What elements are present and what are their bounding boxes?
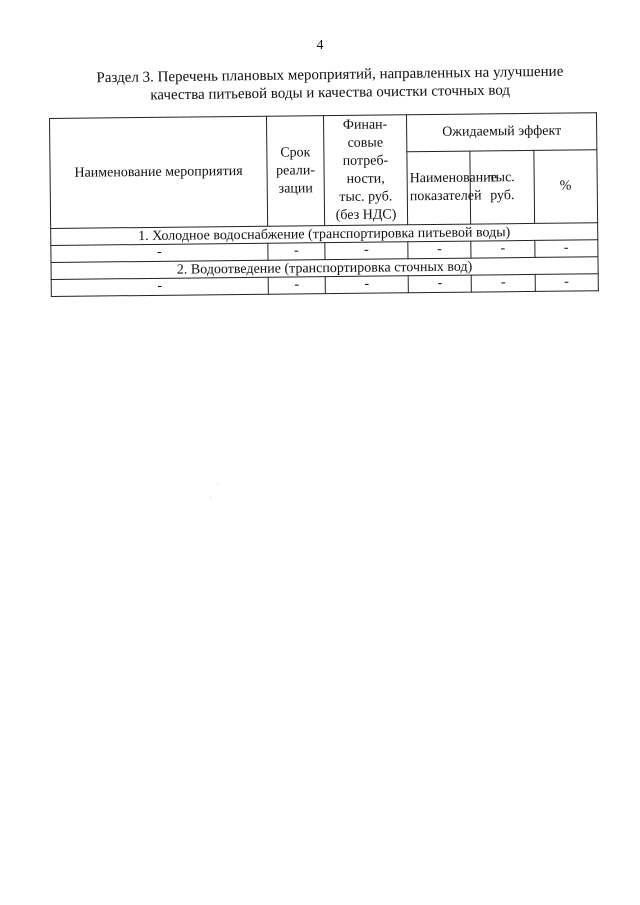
cell-name: - bbox=[51, 243, 268, 262]
scan-speck bbox=[210, 497, 211, 498]
group-title: 2. Водоотведение (транспортировка сточных вод) bbox=[51, 257, 598, 280]
page-number: 4 bbox=[316, 38, 324, 53]
header-expected-effect: Ожидаемый эффект bbox=[406, 113, 596, 152]
cell-name: - bbox=[51, 277, 268, 296]
cell-percent: - bbox=[535, 274, 599, 292]
section-title bbox=[60, 62, 600, 106]
header-indicator-name: Наименование показателей bbox=[407, 151, 471, 225]
header-financing: Финан- совые потреб- ности, тыс. руб. (без НДС) bbox=[323, 115, 407, 226]
cell-indicator: - bbox=[408, 275, 472, 293]
cell-percent: - bbox=[534, 240, 598, 258]
measures-table-wrapper bbox=[49, 112, 599, 297]
header-name: Наименование мероприятия bbox=[50, 116, 268, 228]
cell-financing: - bbox=[325, 276, 408, 294]
cell-indicator: - bbox=[408, 241, 472, 259]
measures-table bbox=[49, 112, 599, 297]
section-title-line-1: Раздел 3. Перечень плановых мероприятий, направленных на улучшение bbox=[96, 63, 564, 87]
cell-term: - bbox=[268, 243, 325, 261]
header-percent: % bbox=[534, 150, 598, 224]
group-title: 1. Холодное водоснабжение (транспортировка питьевой воды) bbox=[51, 223, 598, 246]
section-title-line-2: качества питьевой воды и качества очистки сточных вод bbox=[150, 82, 511, 104]
cell-thousand-rub: - bbox=[471, 274, 535, 292]
cell-thousand-rub: - bbox=[471, 240, 535, 258]
scan-speck bbox=[217, 483, 218, 484]
header-thousand-rub: тыс. руб. bbox=[470, 150, 534, 224]
header-row-1 bbox=[50, 113, 597, 156]
cell-term: - bbox=[268, 277, 325, 295]
cell-financing: - bbox=[325, 242, 408, 260]
header-term: Срок реали- зации bbox=[266, 116, 324, 227]
